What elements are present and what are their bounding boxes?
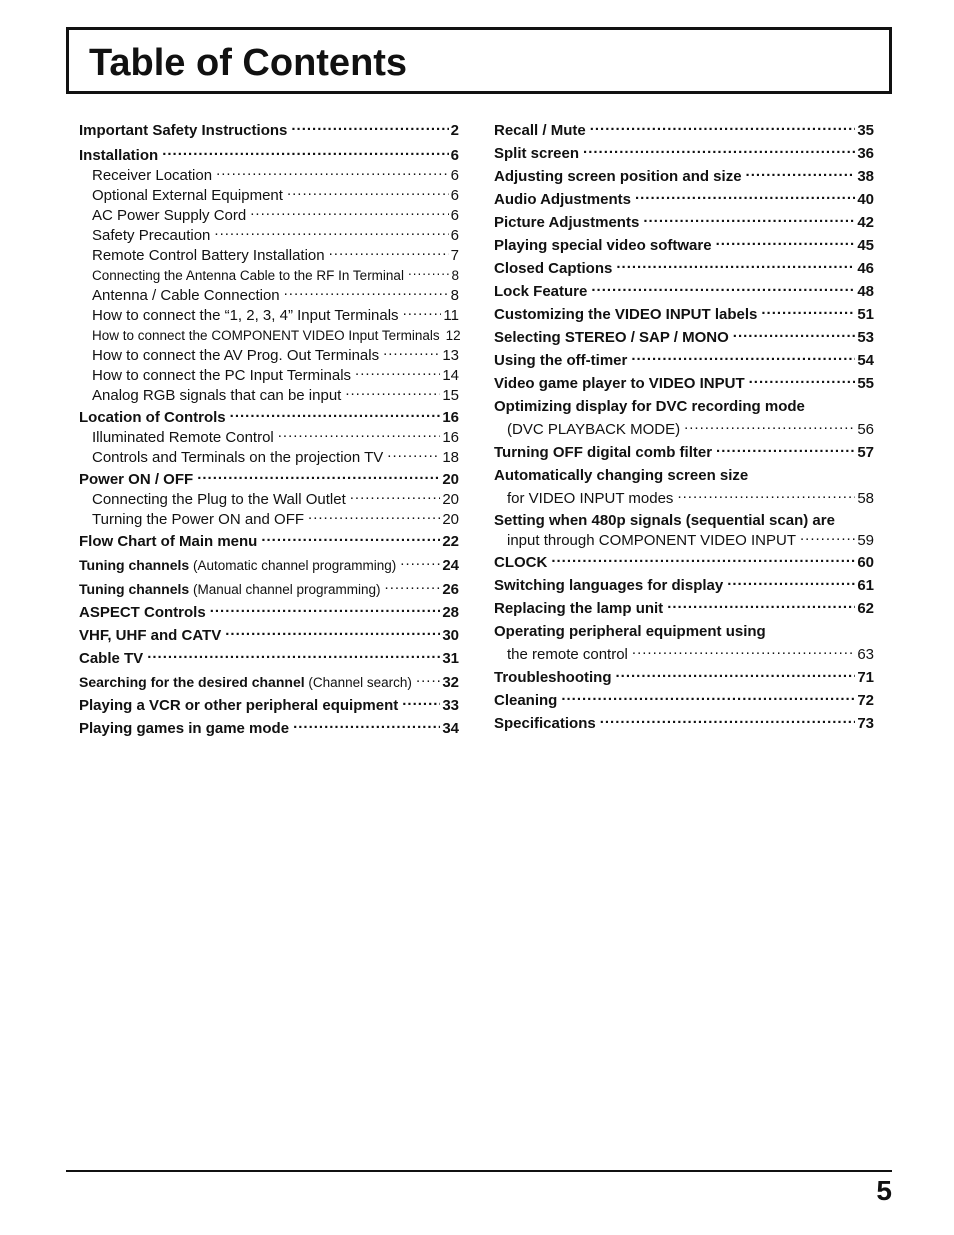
dot-leader [635, 190, 855, 204]
toc-entry[interactable] [79, 428, 459, 448]
toc-entry-page: 33 [442, 697, 459, 714]
dot-leader [225, 626, 440, 640]
dot-leader [749, 374, 856, 388]
dot-leader [716, 443, 855, 457]
dot-leader [402, 696, 440, 710]
toc-entry[interactable] [494, 576, 874, 596]
dot-leader [408, 266, 450, 280]
toc-entry-page: 12 [445, 328, 461, 343]
toc-entry[interactable] [79, 246, 459, 266]
toc-entry-label [79, 579, 381, 600]
toc-entry-page: 13 [442, 347, 459, 364]
toc-entry-label: Location of Controls [79, 409, 226, 426]
dot-leader [147, 649, 440, 663]
toc-entry-page: 57 [857, 444, 874, 461]
toc-entry-label: input through COMPONENT VIDEO INPUT [507, 532, 796, 549]
toc-entry[interactable] [494, 236, 874, 256]
dot-leader [403, 306, 442, 320]
toc-entry-page: 53 [857, 329, 874, 346]
toc-entry-page: 6 [450, 167, 459, 184]
toc-entry-page: 46 [857, 260, 874, 277]
toc-entry-label: Recall / Mute [494, 122, 586, 139]
toc-entry[interactable] [494, 374, 874, 394]
toc-entry[interactable] [494, 121, 874, 141]
toc-entry-label: Antenna / Cable Connection [92, 287, 280, 304]
toc-entry[interactable] [79, 649, 459, 669]
toc-entry-page: 38 [857, 168, 874, 185]
toc-entry-page: 58 [857, 490, 874, 507]
toc-entry-page: 42 [857, 214, 874, 231]
dot-leader [284, 286, 449, 300]
toc-entry-page: 14 [442, 367, 459, 384]
toc-entry-label: Installation [79, 147, 159, 164]
dot-leader [727, 576, 855, 590]
toc-entry[interactable] [79, 510, 459, 530]
toc-entry-page: 63 [857, 646, 874, 663]
toc-entry-page: 55 [857, 375, 874, 392]
toc-entry-page: 20 [442, 471, 459, 488]
toc-entry[interactable] [494, 553, 874, 573]
toc-entry[interactable] [79, 696, 459, 716]
toc-entry[interactable] [79, 206, 459, 226]
dot-leader [162, 146, 448, 160]
dot-leader [287, 186, 449, 200]
dot-leader [583, 144, 855, 158]
toc-entry-label: Cable TV [79, 650, 144, 667]
toc-entry-label: for VIDEO INPUT modes [507, 490, 674, 507]
dot-leader [677, 489, 855, 503]
toc-entry-label-note: (Automatic channel programming) [189, 558, 397, 573]
dot-leader [210, 603, 441, 617]
toc-entry-label-bold: Tuning channels [79, 557, 190, 573]
toc-entry-page: 35 [857, 122, 874, 139]
toc-entry-page: 22 [442, 533, 459, 550]
dot-leader [632, 645, 855, 659]
dot-leader [416, 673, 440, 687]
toc-entry-page: 20 [442, 491, 459, 508]
toc-entry[interactable] [79, 672, 459, 693]
toc-entry[interactable] [79, 490, 459, 510]
page-title: Table of Contents [89, 42, 408, 84]
title-box [66, 27, 892, 94]
toc-entry-label: Picture Adjustments [494, 214, 640, 231]
toc-entry-label: Specifications [494, 715, 596, 732]
toc-entry-label: Playing a VCR or other peripheral equipment [79, 697, 399, 714]
toc-entry[interactable] [494, 351, 874, 371]
toc-entry-page: 7 [450, 247, 459, 264]
dot-leader [561, 691, 855, 705]
toc-entry-label: Illuminated Remote Control [92, 429, 274, 446]
dot-leader [250, 206, 448, 220]
toc-entry-page: 73 [857, 715, 874, 732]
dot-leader [616, 668, 856, 682]
toc-left-column [79, 119, 459, 739]
toc-entry[interactable] [79, 555, 459, 576]
toc-heading: Operating peripheral equipment using [494, 623, 766, 640]
toc-entry[interactable] [494, 645, 874, 665]
toc-entry-label: How to connect the COMPONENT VIDEO Input Terminals [92, 328, 440, 343]
toc-entry-page: 40 [857, 191, 874, 208]
toc-entry[interactable] [494, 531, 874, 551]
toc-entry-page: 24 [442, 557, 459, 574]
dot-leader [590, 121, 856, 135]
toc-heading: Setting when 480p signals (sequential scan) are [494, 512, 835, 529]
toc-entry-page: 54 [857, 352, 874, 369]
toc-entry-label: ASPECT Controls [79, 604, 206, 621]
toc-entry-page: 6 [450, 147, 459, 164]
toc-entry[interactable] [79, 626, 459, 646]
dot-leader [383, 346, 440, 360]
toc-heading: Optimizing display for DVC recording mode [494, 398, 805, 415]
toc-entry-label: Flow Chart of Main menu [79, 533, 258, 550]
toc-entry-page: 59 [857, 532, 874, 549]
toc-entry-label: AC Power Supply Cord [92, 207, 247, 224]
toc-entry-label: (DVC PLAYBACK MODE) [507, 421, 681, 438]
toc-entry-label [79, 555, 396, 576]
dot-leader [591, 282, 855, 296]
toc-entry-label: Controls and Terminals on the projection TV [92, 449, 384, 466]
toc-entry[interactable] [494, 668, 874, 688]
dot-leader [308, 510, 440, 524]
toc-entry[interactable] [494, 420, 874, 440]
dot-leader [684, 420, 855, 434]
toc-entry-page: 28 [442, 604, 459, 621]
toc-entry[interactable] [494, 489, 874, 509]
toc-entry-page: 61 [857, 577, 874, 594]
dot-leader [216, 166, 449, 180]
toc-entry-label: Important Safety Instructions [79, 122, 288, 139]
dot-leader [716, 236, 856, 250]
toc-entry-page: 6 [450, 227, 459, 244]
toc-entry[interactable] [79, 579, 459, 600]
toc-entry[interactable] [79, 408, 459, 428]
toc-entry-page: 60 [857, 554, 874, 571]
dot-leader [733, 328, 856, 342]
toc-entry[interactable] [79, 326, 459, 346]
toc-entry-page: 48 [857, 283, 874, 300]
toc-entry-label: How to connect the AV Prog. Out Terminals [92, 347, 380, 364]
toc-entry-page: 45 [857, 237, 874, 254]
toc-entry-label: Remote Control Battery Installation [92, 247, 325, 264]
toc-entry-page: 18 [442, 449, 459, 466]
toc-entry-page: 15 [442, 387, 459, 404]
toc-entry[interactable] [79, 286, 459, 306]
toc-entry-label: Audio Adjustments [494, 191, 631, 208]
dot-leader [350, 490, 441, 504]
toc-entry-page: 20 [442, 511, 459, 528]
dot-leader [387, 448, 440, 462]
dot-leader [278, 428, 441, 442]
dot-leader [230, 408, 441, 422]
dot-leader [600, 714, 856, 728]
toc-entry-label: Cleaning [494, 692, 558, 709]
toc-entry-page: 71 [857, 669, 874, 686]
toc-heading: Automatically changing screen size [494, 467, 749, 484]
toc-entry-label: Selecting STEREO / SAP / MONO [494, 329, 729, 346]
toc-entry[interactable] [79, 146, 459, 166]
dot-leader [345, 386, 440, 400]
toc-entry[interactable] [494, 691, 874, 711]
toc-entry[interactable] [494, 714, 874, 734]
toc-entry[interactable] [494, 599, 874, 619]
toc-entry-page: 30 [442, 627, 459, 644]
toc-entry-label: Safety Precaution [92, 227, 211, 244]
toc-entry[interactable] [494, 259, 874, 279]
toc-entry-page: 51 [857, 306, 874, 323]
dot-leader [551, 553, 855, 567]
toc-entry-label: Using the off-timer [494, 352, 628, 369]
toc-entry-label: Customizing the VIDEO INPUT labels [494, 306, 758, 323]
toc-entry-label: Troubleshooting [494, 669, 612, 686]
toc-entry-page: 32 [442, 674, 459, 691]
dot-leader [197, 470, 440, 484]
toc-entry-label: Receiver Location [92, 167, 213, 184]
dot-leader [261, 532, 440, 546]
toc-entry[interactable] [79, 386, 459, 406]
toc-entry-label: Turning the Power ON and OFF [92, 511, 305, 528]
dot-leader [291, 121, 448, 135]
toc-entry-label: Replacing the lamp unit [494, 600, 664, 617]
toc-entry-label: Video game player to VIDEO INPUT [494, 375, 745, 392]
toc-entry-label: Lock Feature [494, 283, 588, 300]
toc-entry-label: How to connect the “1, 2, 3, 4” Input Terminals [92, 307, 399, 324]
toc-entry-label: VHF, UHF and CATV [79, 627, 222, 644]
toc-entry-page: 6 [450, 187, 459, 204]
toc-entry-page: 34 [442, 720, 459, 737]
toc-entry-label-bold: Searching for the desired channel [79, 674, 305, 690]
toc-entry-page: 26 [442, 581, 459, 598]
dot-leader [616, 259, 855, 273]
dot-leader [355, 366, 440, 380]
toc-entry-page: 56 [857, 421, 874, 438]
dot-leader [293, 719, 440, 733]
toc-entry-page: 6 [450, 207, 459, 224]
toc-entry[interactable] [79, 306, 459, 326]
toc-entry[interactable] [494, 167, 874, 187]
toc-entry-page: 16 [442, 429, 459, 446]
toc-entry-label: Adjusting screen position and size [494, 168, 742, 185]
toc-entry[interactable] [79, 470, 459, 490]
toc-entry-label: Analog RGB signals that can be input [92, 387, 342, 404]
toc-entry-page: 16 [442, 409, 459, 426]
toc-entry-label: Connecting the Antenna Cable to the RF In Terminal [92, 268, 404, 283]
toc-entry-label-note: (Channel search) [304, 675, 412, 690]
page-number: 5 [876, 1175, 892, 1206]
toc-entry-label: Turning OFF digital comb filter [494, 444, 713, 461]
dot-leader [631, 351, 855, 365]
toc-entry[interactable] [494, 213, 874, 233]
toc-entry-page: 11 [443, 307, 459, 324]
toc-entry-label: Connecting the Plug to the Wall Outlet [92, 491, 346, 508]
toc-entry[interactable] [79, 719, 459, 739]
toc-entry-label: Switching languages for display [494, 577, 724, 594]
dot-leader [643, 213, 855, 227]
toc-entry-page: 8 [451, 268, 459, 283]
toc-entry-label-note: (Manual channel programming) [189, 582, 381, 597]
toc-entry-label: Playing special video software [494, 237, 712, 254]
toc-entry-page: 72 [857, 692, 874, 709]
toc-entry[interactable] [494, 144, 874, 164]
toc-entry[interactable] [494, 305, 874, 325]
toc-entry[interactable] [79, 121, 459, 141]
toc-entry-label: Split screen [494, 145, 580, 162]
toc-entry[interactable] [79, 266, 459, 286]
toc-entry-page: 36 [857, 145, 874, 162]
dot-leader [746, 167, 856, 181]
toc-entry-label: How to connect the PC Input Terminals [92, 367, 352, 384]
toc-entry[interactable] [79, 448, 459, 468]
toc-entry[interactable] [79, 346, 459, 366]
dot-leader [329, 246, 449, 260]
toc-entry-label [79, 672, 412, 693]
toc-entry[interactable] [494, 282, 874, 302]
footer-rule [66, 1170, 892, 1172]
toc-entry-label: CLOCK [494, 554, 548, 571]
toc-entry[interactable] [79, 186, 459, 206]
toc-entry-page: 2 [450, 122, 459, 139]
toc-entry-label: Optional External Equipment [92, 187, 283, 204]
toc-entry-page: 31 [442, 650, 459, 667]
toc-entry-label: Closed Captions [494, 260, 613, 277]
toc-entry[interactable] [79, 166, 459, 186]
dot-leader [385, 580, 441, 594]
toc-entry-label-bold: Tuning channels [79, 581, 190, 597]
dot-leader [214, 226, 448, 240]
dot-leader [761, 305, 855, 319]
toc-entry[interactable] [494, 190, 874, 210]
dot-leader [400, 556, 440, 570]
toc-entry[interactable] [79, 603, 459, 623]
toc-entry-page: 8 [450, 287, 459, 304]
toc-entry[interactable] [494, 443, 874, 463]
toc-entry[interactable] [494, 328, 874, 348]
toc-entry[interactable] [79, 366, 459, 386]
toc-right-column [494, 119, 874, 734]
toc-entry-label: the remote control [507, 646, 628, 663]
toc-entry[interactable] [79, 532, 459, 552]
toc-entry-page: 62 [857, 600, 874, 617]
toc-entry[interactable] [79, 226, 459, 246]
toc-entry-label: Power ON / OFF [79, 471, 194, 488]
dot-leader [667, 599, 855, 613]
dot-leader [800, 531, 855, 545]
toc-entry-label: Playing games in game mode [79, 720, 290, 737]
